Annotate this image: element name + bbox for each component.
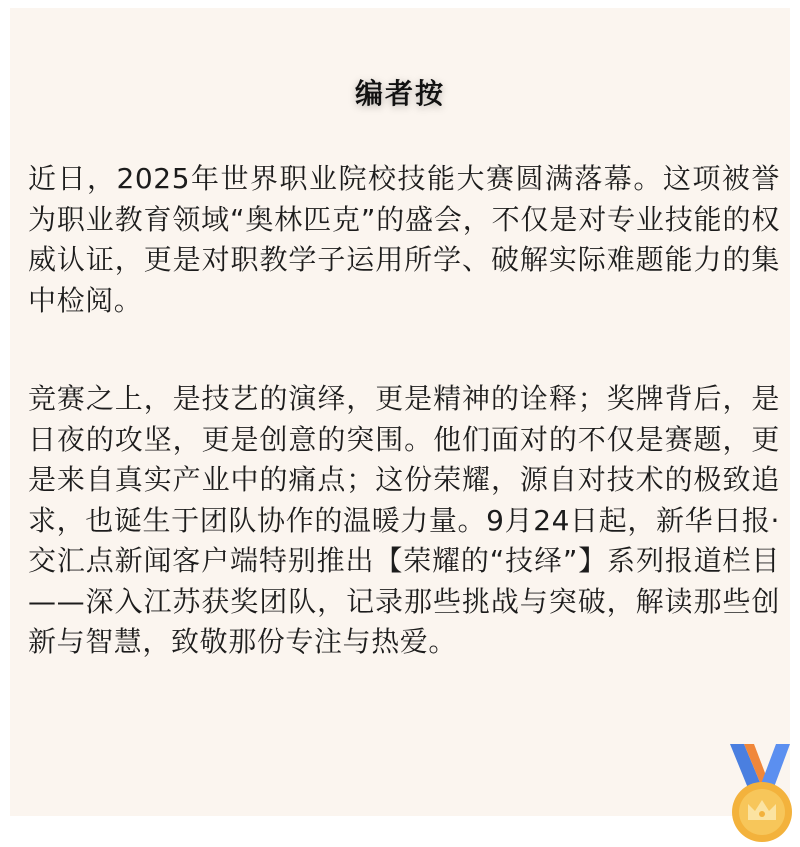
- medal-icon: [724, 740, 796, 844]
- paragraph-series: 竞赛之上，是技艺的演绎，更是精神的诠释；奖牌背后，是日夜的攻坚，更是创意的突围。他们面对的不仅是赛题，更是来自真实产业中的痛点；这份荣耀，源自对技术的极致追求，也诞生于团队协作的温暖力量。9月24日起，新华日报·交汇点新闻客户端特别推出【荣耀的“技绎”】系列报道栏目——深入江苏获奖团队，记录那些挑战与突破，解读那些创新与智慧，致敬那份专注与热爱。: [28, 382, 780, 658]
- paragraph-intro: 近日，2025年世界职业院校技能大赛圆满落幕。这项被誉为职业教育领域“奥林匹克”的盛会，不仅是对专业技能的权威认证，更是对职教学子运用所学、破解实际难题能力的集中检阅。: [28, 162, 780, 317]
- medal-crown-jewel: [759, 811, 765, 817]
- page-title: 编者按: [354, 77, 445, 110]
- editor-note-card: [10, 8, 790, 816]
